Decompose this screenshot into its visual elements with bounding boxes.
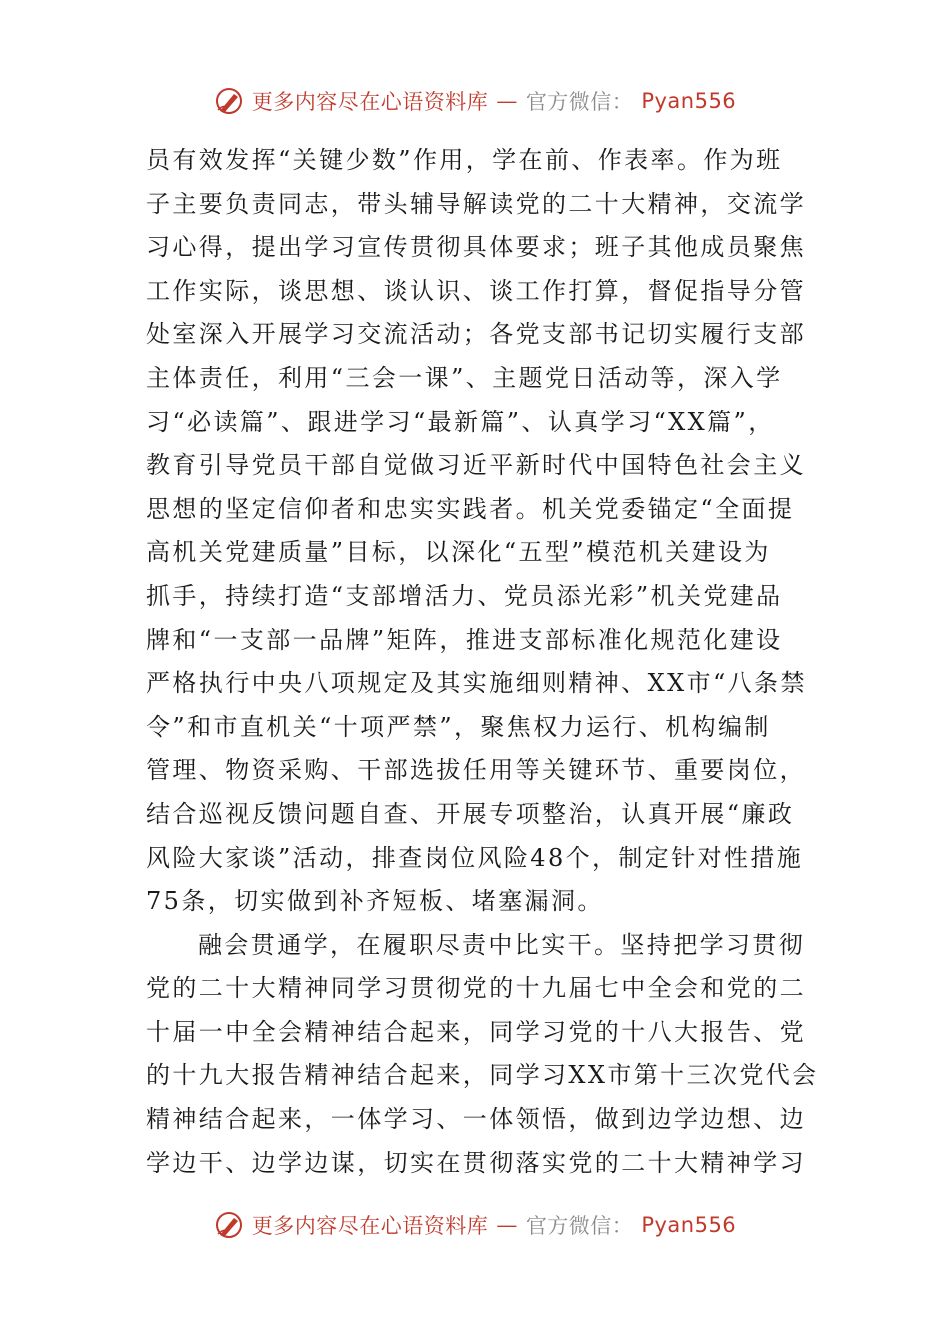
text-line: 教育引导党员干部自觉做习近平新时代中国特色社会主义 [146,451,806,480]
watermark-account-id: Pyan556 [641,89,737,113]
text-line: 严格执行中央八项规定及其实施细则精神、XX市“八条禁 [146,669,807,698]
text-line: 主体责任，利用“三会一课”、主题党日活动等，深入学 [146,363,783,392]
paragraph-start-line: 融会贯通学，在履职尽责中比实干。坚持把学习贯彻 [198,930,806,959]
text-line: 结合巡视反馈问题自查、开展专项整治，认真开展“廉政 [146,799,795,828]
text-line: 思想的坚定信仰者和忠实实践者。机关党委锚定“全面提 [146,494,795,523]
document-body [146,139,819,1185]
text-line: 习心得，提出学习宣传贯彻具体要求；班子其他成员聚焦 [146,233,806,262]
text-line: 员有效发挥“关键少数”作用，学在前、作表率。作为班 [146,146,783,174]
text-line: 的十九大报告精神结合起来，同学习XX市第十三次党代会 [146,1061,819,1090]
text-line: 风险大家谈”活动，排查岗位风险48个，制定针对性措施 [146,843,804,872]
text-line: 高机关党建质量”目标，以深化“五型”模范机关建设为 [146,538,771,567]
watermark-dash: — [496,89,518,113]
text-line: 75条，切实做到补齐短板、堵塞漏洞。 [146,887,604,916]
text-line: 处室深入开展学习交流活动；各党支部书记切实履行支部 [146,320,806,349]
header-watermark [0,86,950,116]
watermark-official-label: 官方微信： [525,90,634,114]
watermark-dash: — [496,1213,518,1237]
text-line: 党的二十大精神同学习贯彻党的十九届七中全会和党的二 [146,974,806,1003]
pen-logo-icon [214,86,244,116]
text-line: 子主要负责同志，带头辅导解读党的二十大精神，交流学 [146,189,806,218]
watermark-official-label: 官方微信： [525,1214,634,1238]
text-line: 牌和“一支部一品牌”矩阵，推进支部标准化规范化建设 [146,625,783,654]
text-line: 精神结合起来，一体学习、一体领悟，做到边学边想、边 [146,1105,806,1134]
text-line: 令”和市直机关“十项严禁”，聚焦权力运行、机构编制 [146,712,771,741]
pen-logo-icon [214,1210,244,1240]
text-line: 十届一中全会精神结合起来，同学习党的十八大报告、党 [146,1017,806,1046]
watermark-account-id: Pyan556 [641,1213,737,1237]
text-line: 习“必读篇”、跟进学习“最新篇”、认真学习“XX篇”， [146,407,775,436]
text-line: 抓手，持续打造“支部增活力、党员添光彩”机关党建品 [146,581,783,610]
watermark-site-text: 更多内容尽在心语资料库 [251,90,489,114]
text-line: 管理、物资采购、干部选拔任用等关键环节、重要岗位， [146,756,806,785]
footer-watermark [0,1210,950,1240]
text-line: 工作实际，谈思想、谈认识、谈工作打算，督促指导分管 [146,276,806,305]
text-line: 学边干、边学边谋，切实在贯彻落实党的二十大精神学习 [146,1148,806,1177]
watermark-site-text: 更多内容尽在心语资料库 [251,1214,489,1238]
